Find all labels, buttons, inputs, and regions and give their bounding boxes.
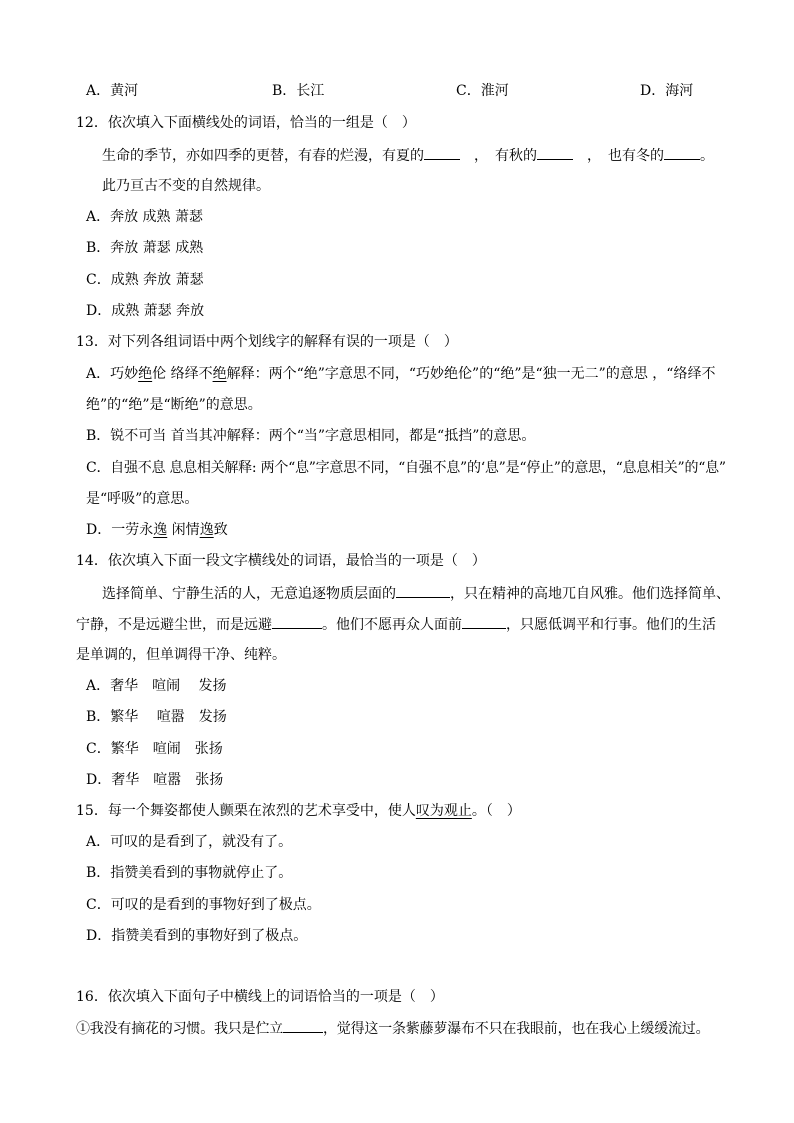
q13-option-a-text: 伦 络绎不 <box>152 366 213 382</box>
q11-option-d: D．海河 <box>640 83 694 99</box>
q12-passage-text: ， 有秋的 <box>474 148 537 164</box>
fill-blank <box>462 614 506 629</box>
q12-option-d: D．成熟 萧瑟 奔放 <box>86 303 205 319</box>
q16-sentence-text: ①我没有摘花的习惯。我只是伫立 <box>76 1021 283 1037</box>
q14-passage-text: ，只在精神的高地兀自风雅。他们选择简单、 <box>450 586 730 602</box>
q14-option-b: B．繁华 喧嚣 发扬 <box>86 709 227 725</box>
underlined-char: 绝 <box>138 366 153 382</box>
fill-blank <box>396 583 450 598</box>
q15-option-b: B．指赞美看到的事物就停止了。 <box>86 865 293 881</box>
q15-stem-text: 。（ ） <box>471 803 521 819</box>
q14-passage-line-1 <box>102 583 730 604</box>
q11-option-a: A．黄河 <box>86 83 139 99</box>
fill-blank <box>283 1018 323 1033</box>
q12-option-a: A．奔放 成熟 萧瑟 <box>86 209 204 225</box>
q16-sentence-text: ，觉得这一条紫藤萝瀑布不只在我眼前，也在我心上缓缓流过。 <box>323 1021 710 1037</box>
underlined-char: 绝 <box>212 366 227 382</box>
q14-stem: 14．依次填入下面一段文字横线处的词语，最恰当的一项是（ ） <box>76 553 486 569</box>
q15-option-c: C．可叹的是看到的事物好到了极点。 <box>86 897 321 913</box>
underlined-char: 逸 <box>153 522 168 538</box>
q14-passage-line-2 <box>76 614 716 635</box>
q12-passage-text: 生命的季节，亦如四季的更替，有春的烂漫，有夏的 <box>102 148 424 164</box>
underlined-char: 逸 <box>199 522 214 538</box>
q16-stem: 16．依次填入下面句子中横线上的词语恰当的一项是（ ） <box>76 989 444 1005</box>
q14-passage-text: 宁静，不是远避尘世，而是远避 <box>76 617 272 633</box>
q13-option-c-line-2: 是“呼吸”的意思。 <box>86 491 199 507</box>
q13-option-d <box>86 520 228 540</box>
q13-option-a-explanation: 解释：两个“绝”字意思不同，“巧妙绝伦”的“绝”是“独一无二”的意思 ，“络绎不 <box>226 366 716 382</box>
q12-passage-text: 。 <box>700 148 714 164</box>
fill-blank <box>272 614 322 629</box>
q14-passage-text: 选择简单、宁静生活的人，无意追逐物质层面的 <box>102 586 396 602</box>
q14-passage-text: 。他们不愿再众人面前 <box>322 617 462 633</box>
q13-option-b: B．锐不可当 首当其冲解释：两个“当”字意思相同，都是“抵挡”的意思。 <box>86 428 536 444</box>
q16-sentence-1 <box>76 1018 709 1039</box>
fill-blank <box>424 145 460 160</box>
q11-option-b: B．长江 <box>272 83 325 99</box>
q13-stem: 13．对下列各组词语中两个划线字的解释有误的一项是（ ） <box>76 334 458 350</box>
q15-stem <box>76 801 521 821</box>
q14-passage-line-3: 是单调的，但单调得干净、纯粹。 <box>76 647 286 663</box>
q12-option-b: B．奔放 萧瑟 成熟 <box>86 240 204 256</box>
q13-option-d-text: 闲情 <box>167 522 200 538</box>
q15-option-a: A．可叹的是看到了，就没有了。 <box>86 834 293 850</box>
q13-option-d-text: D．一劳永 <box>86 522 154 538</box>
q13-option-a-text: A．巧妙 <box>86 366 139 382</box>
q12-passage-line-2: 此乃亘古不变的自然规律。 <box>102 178 270 194</box>
underlined-phrase: 叹为观止 <box>415 803 472 819</box>
q15-stem-text: 15．每一个舞姿都使人颤栗在浓烈的艺术享受中，使人 <box>76 803 416 819</box>
fill-blank <box>537 145 573 160</box>
q13-option-d-text: 致 <box>213 522 228 538</box>
q13-option-c: C．自强不息 息息相关解释: 两个“息”字意思不同，“自强不息”的‘息”是“停止”的意思，“息息相关”的“息” <box>86 460 726 476</box>
q14-passage-text: ，只愿低调平和行事。他们的生活 <box>506 617 716 633</box>
q13-option-a <box>86 364 715 384</box>
q12-passage-text: ， 也有冬的 <box>587 148 664 164</box>
q12-stem: 12．依次填入下面横线处的词语，恰当的一组是（ ） <box>76 115 416 131</box>
q14-option-a: A．奢华 喧闹 发扬 <box>86 678 227 694</box>
q15-option-d: D．指赞美看到的事物好到了极点。 <box>86 928 308 944</box>
q11-option-c: C．淮河 <box>456 83 509 99</box>
q14-option-d: D．奢华 喧嚣 张扬 <box>86 772 224 788</box>
q12-option-c: C．成熟 奔放 萧瑟 <box>86 272 204 288</box>
q12-passage-line-1 <box>102 145 714 166</box>
q14-option-c: C．繁华 喧闹 张扬 <box>86 741 223 757</box>
fill-blank <box>664 145 700 160</box>
q13-option-a-line-2: 绝”的“绝”是“断绝”的意思。 <box>86 397 262 413</box>
